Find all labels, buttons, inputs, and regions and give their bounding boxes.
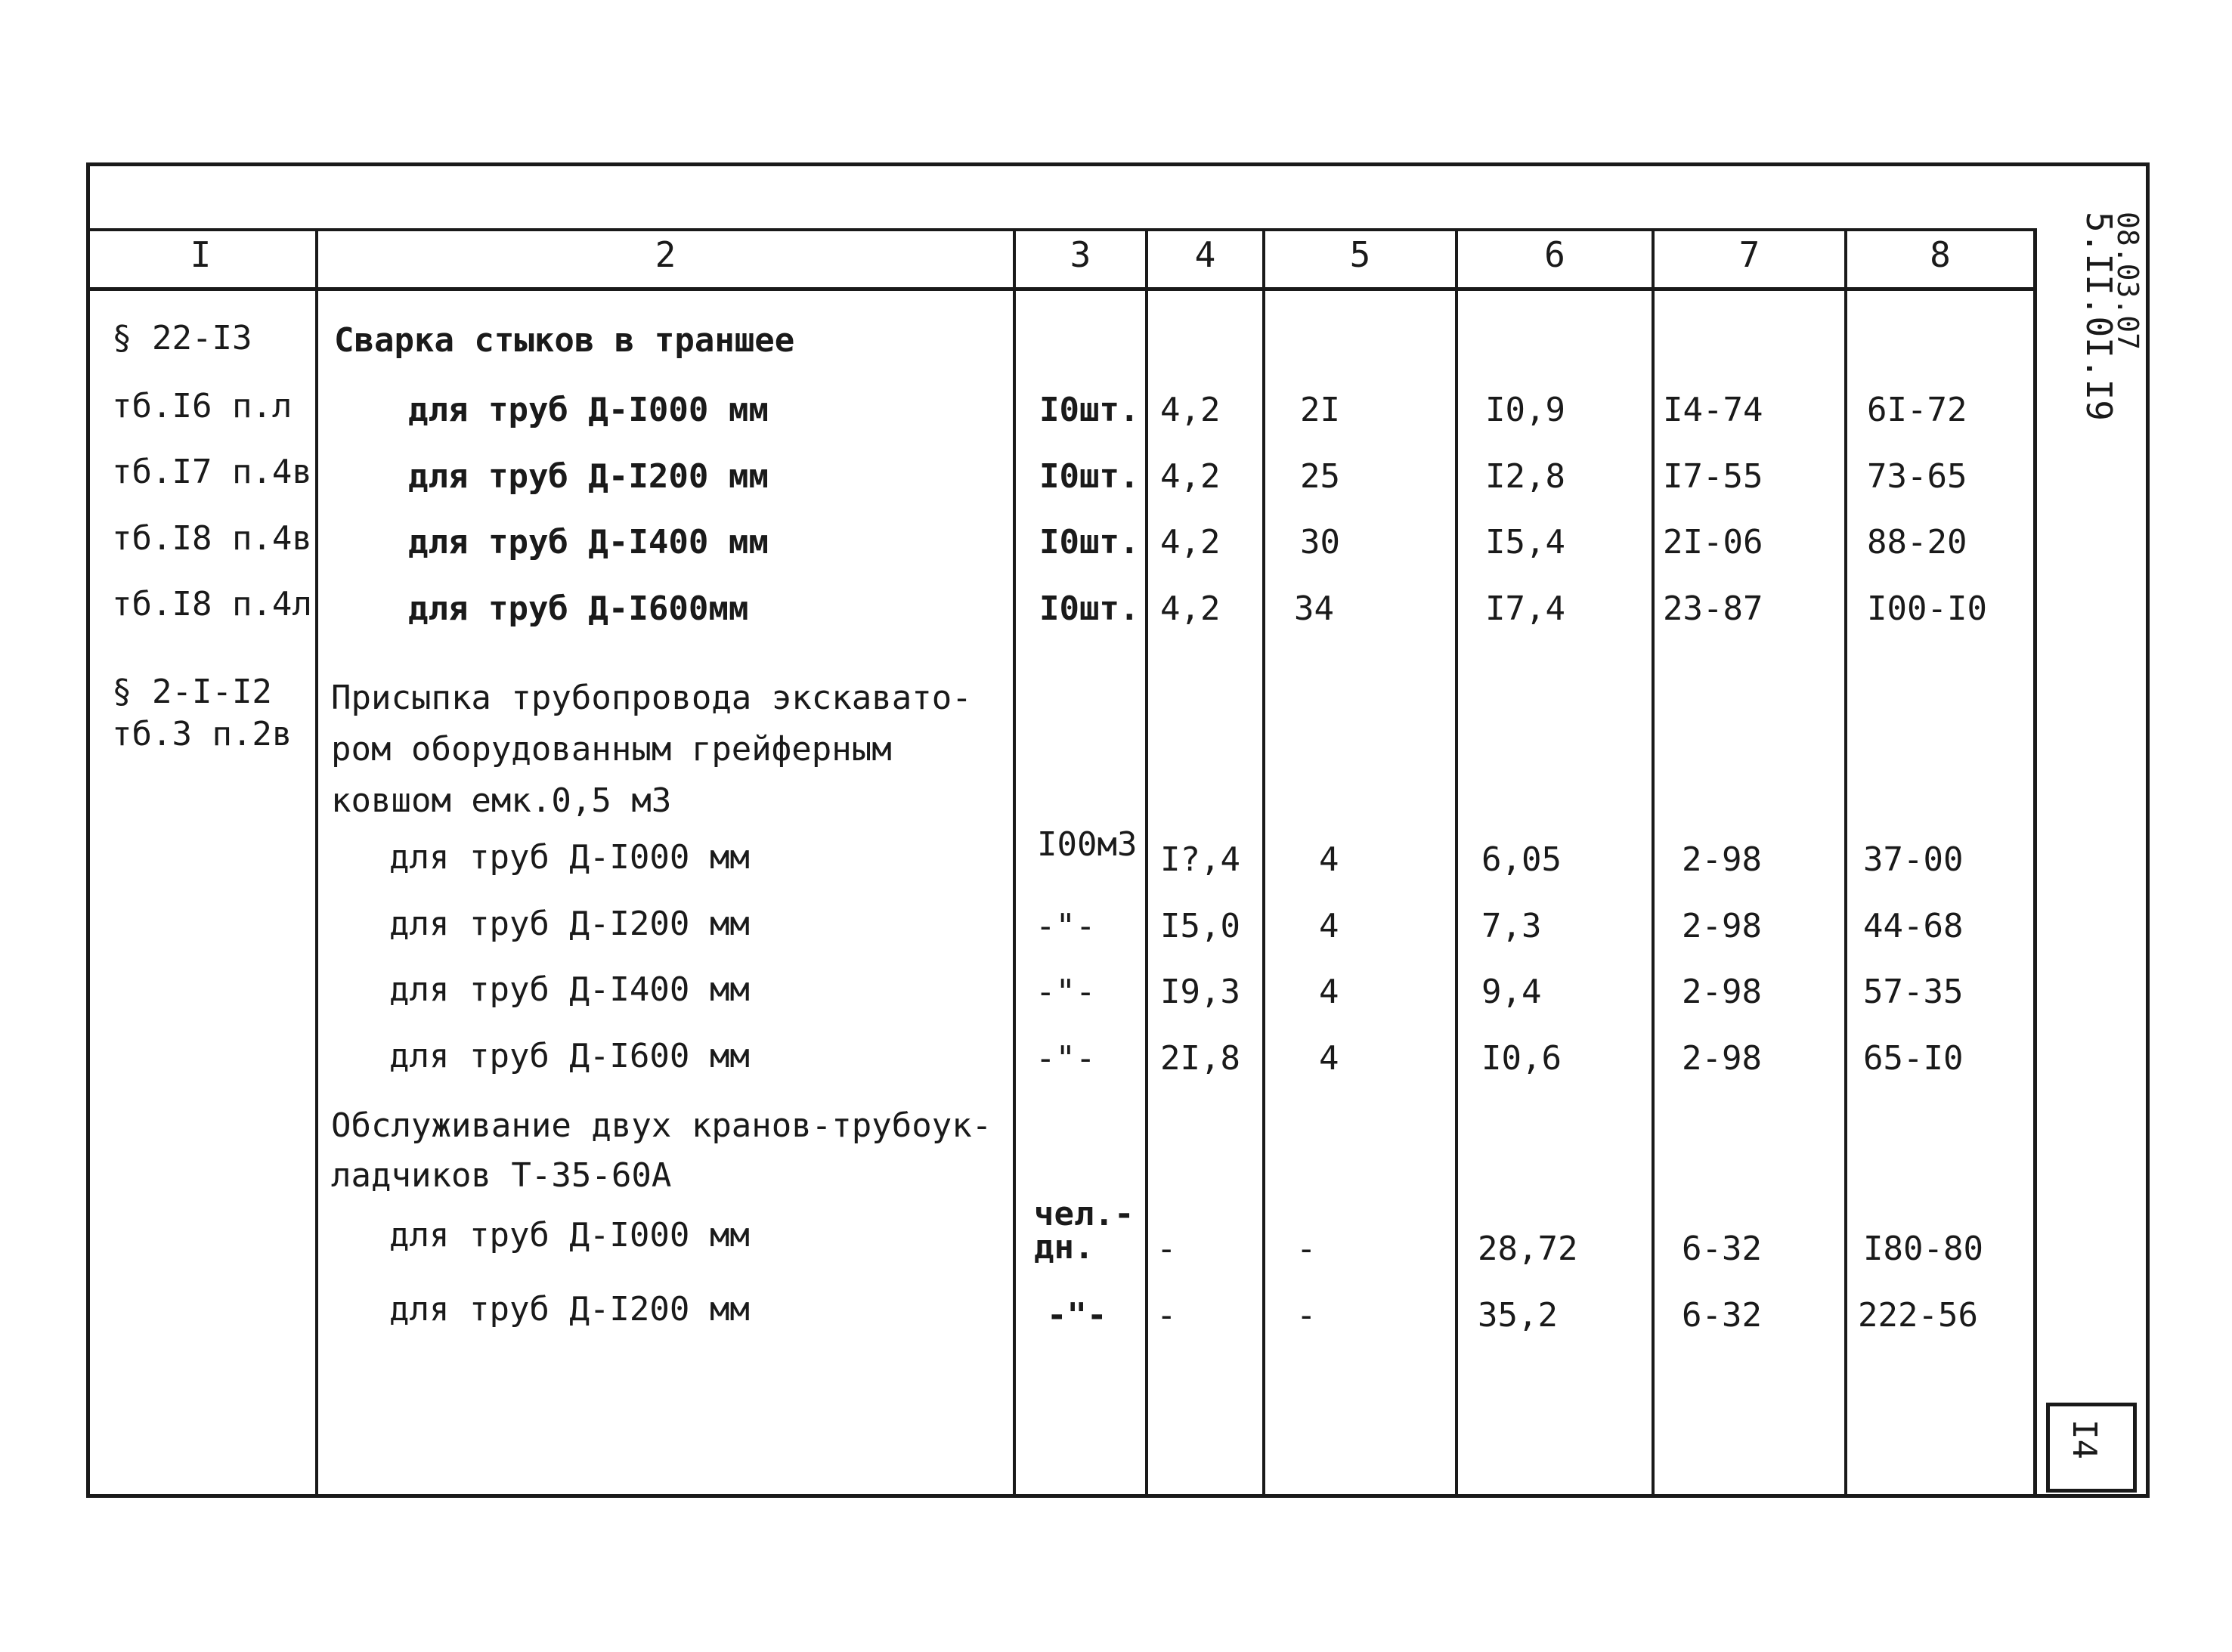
row-3-c8: 88-20: [1867, 523, 1967, 561]
row-3-c7: 2I-06: [1663, 523, 1763, 561]
row-11-unit: чел.- дн.: [1034, 1195, 1135, 1267]
row-11-c4: -: [1156, 1230, 1177, 1268]
row-1-name: для труб Д-I000 мм: [408, 391, 769, 429]
row-6-c4: I?,4: [1160, 840, 1240, 879]
row-2-c7: I7-55: [1663, 457, 1763, 496]
row-12-c5: -: [1296, 1296, 1317, 1335]
row-0-ref: § 22-I3: [112, 319, 252, 357]
row-12-unit: -"-: [1047, 1296, 1107, 1335]
row-10-title: Обслуживание двух кранов-трубоук- ладчиков Т-35-60А: [331, 1106, 992, 1195]
col-divider-6: [1652, 228, 1655, 1498]
row-0-title: Сварка стыков в траншее: [334, 321, 795, 360]
row-4-c5: 34: [1294, 589, 1334, 628]
row-2-ref: тб.I7 п.4в: [112, 453, 312, 491]
row-7-name: для труб Д-I200 мм: [389, 905, 750, 943]
row-11-c7: 6-32: [1682, 1230, 1762, 1268]
row-1-c4: 4,2: [1160, 391, 1221, 429]
row-3-unit: I0шт.: [1039, 523, 1140, 561]
row-9-c8: 65-I0: [1863, 1039, 1964, 1078]
header-col-4: 4: [1194, 234, 1216, 275]
row-9-c4: 2I,8: [1160, 1039, 1240, 1078]
row-7-c5: 4: [1319, 907, 1339, 945]
row-7-c8: 44-68: [1863, 907, 1964, 945]
row-8-c5: 4: [1319, 973, 1339, 1011]
row-3-c6: I5,4: [1485, 523, 1565, 561]
row-4-ref: тб.I8 п.4л: [112, 585, 312, 623]
row-3-ref: тб.I8 п.4в: [112, 519, 312, 558]
row-7-c4: I5,0: [1160, 907, 1240, 945]
row-6-unit: I00м3: [1037, 825, 1138, 864]
header-bottom-line: [86, 287, 2036, 291]
row-2-c6: I2,8: [1485, 457, 1565, 496]
row-11-c5: -: [1296, 1230, 1317, 1268]
row-8-unit: -"-: [1036, 973, 1096, 1011]
row-1-c8: 6I-72: [1867, 391, 1967, 429]
col-divider-8: [2033, 228, 2037, 1498]
row-1-c6: I0,9: [1485, 391, 1565, 429]
row-12-c8: 222-56: [1858, 1296, 1978, 1335]
row-1-c5: 2I: [1300, 391, 1340, 429]
row-6-c6: 6,05: [1481, 840, 1562, 879]
row-7-c6: 7,3: [1481, 907, 1542, 945]
row-9-name: для труб Д-I600 мм: [389, 1037, 750, 1075]
row-7-c7: 2-98: [1682, 907, 1762, 945]
row-8-c8: 57-35: [1863, 973, 1964, 1011]
row-12-name: для труб Д-I200 мм: [389, 1290, 750, 1329]
col-divider-2: [1013, 228, 1016, 1498]
row-12-c4: -: [1156, 1296, 1177, 1335]
row-6-name: для труб Д-I000 мм: [389, 838, 750, 877]
row-8-name: для труб Д-I400 мм: [389, 970, 750, 1009]
row-4-c4: 4,2: [1160, 589, 1221, 628]
page-number: I4: [2065, 1419, 2104, 1459]
header-col-2: 2: [655, 234, 676, 275]
row-9-c7: 2-98: [1682, 1039, 1762, 1078]
stamp-date: 08.03.07: [2111, 212, 2144, 351]
row-2-unit: I0шт.: [1039, 457, 1140, 496]
row-5-title: Присыпка трубопровода экскавато- ром оборудованным грейферным ковшом емк.0,5 м3: [331, 679, 972, 820]
row-8-c7: 2-98: [1682, 973, 1762, 1011]
row-4-c8: I00-I0: [1867, 589, 1987, 628]
stamp-code: 5.II.0I.I9: [2079, 212, 2119, 421]
row-6-c7: 2-98: [1682, 840, 1762, 879]
row-11-name: для труб Д-I000 мм: [389, 1216, 750, 1254]
row-1-c7: I4-74: [1663, 391, 1763, 429]
row-8-c6: 9,4: [1481, 973, 1542, 1011]
row-2-name: для труб Д-I200 мм: [408, 457, 769, 496]
header-col-3: 3: [1070, 234, 1091, 275]
row-9-unit: -"-: [1036, 1039, 1096, 1078]
row-11-c6: 28,72: [1478, 1230, 1578, 1268]
row-2-c4: 4,2: [1160, 457, 1221, 496]
col-divider-1: [315, 228, 318, 1498]
row-11-c8: I80-80: [1863, 1230, 1983, 1268]
col-divider-7: [1844, 228, 1847, 1498]
row-6-c5: 4: [1319, 840, 1339, 879]
row-4-unit: I0шт.: [1039, 589, 1140, 628]
row-3-c5: 30: [1300, 523, 1340, 561]
row-4-c6: I7,4: [1485, 589, 1565, 628]
header-col-8: 8: [1930, 234, 1951, 275]
header-col-5: 5: [1349, 234, 1371, 275]
row-1-unit: I0шт.: [1039, 391, 1140, 429]
row-1-ref: тб.I6 п.л: [112, 387, 293, 425]
col-divider-3: [1145, 228, 1148, 1498]
row-7-unit: -"-: [1036, 907, 1096, 945]
row-12-c6: 35,2: [1478, 1296, 1558, 1335]
row-9-c6: I0,6: [1481, 1039, 1562, 1078]
row-2-c8: 73-65: [1867, 457, 1967, 496]
row-4-c7: 23-87: [1663, 589, 1763, 628]
row-3-c4: 4,2: [1160, 523, 1221, 561]
col-divider-5: [1455, 228, 1458, 1498]
header-col-6: 6: [1544, 234, 1565, 275]
row-12-c7: 6-32: [1682, 1296, 1762, 1335]
row-3-name: для труб Д-I400 мм: [408, 523, 769, 561]
header-col-1: I: [190, 234, 212, 275]
row-2-c5: 25: [1300, 457, 1340, 496]
row-8-c4: I9,3: [1160, 973, 1240, 1011]
col-divider-4: [1262, 228, 1265, 1498]
row-6-c8: 37-00: [1863, 840, 1964, 879]
row-9-c5: 4: [1319, 1039, 1339, 1078]
row-5-ref: § 2-I-I2 тб.3 п.2в: [112, 673, 293, 753]
header-top-line: [86, 228, 2036, 231]
header-col-7: 7: [1738, 234, 1760, 275]
row-4-name: для труб Д-I600мм: [408, 589, 749, 628]
